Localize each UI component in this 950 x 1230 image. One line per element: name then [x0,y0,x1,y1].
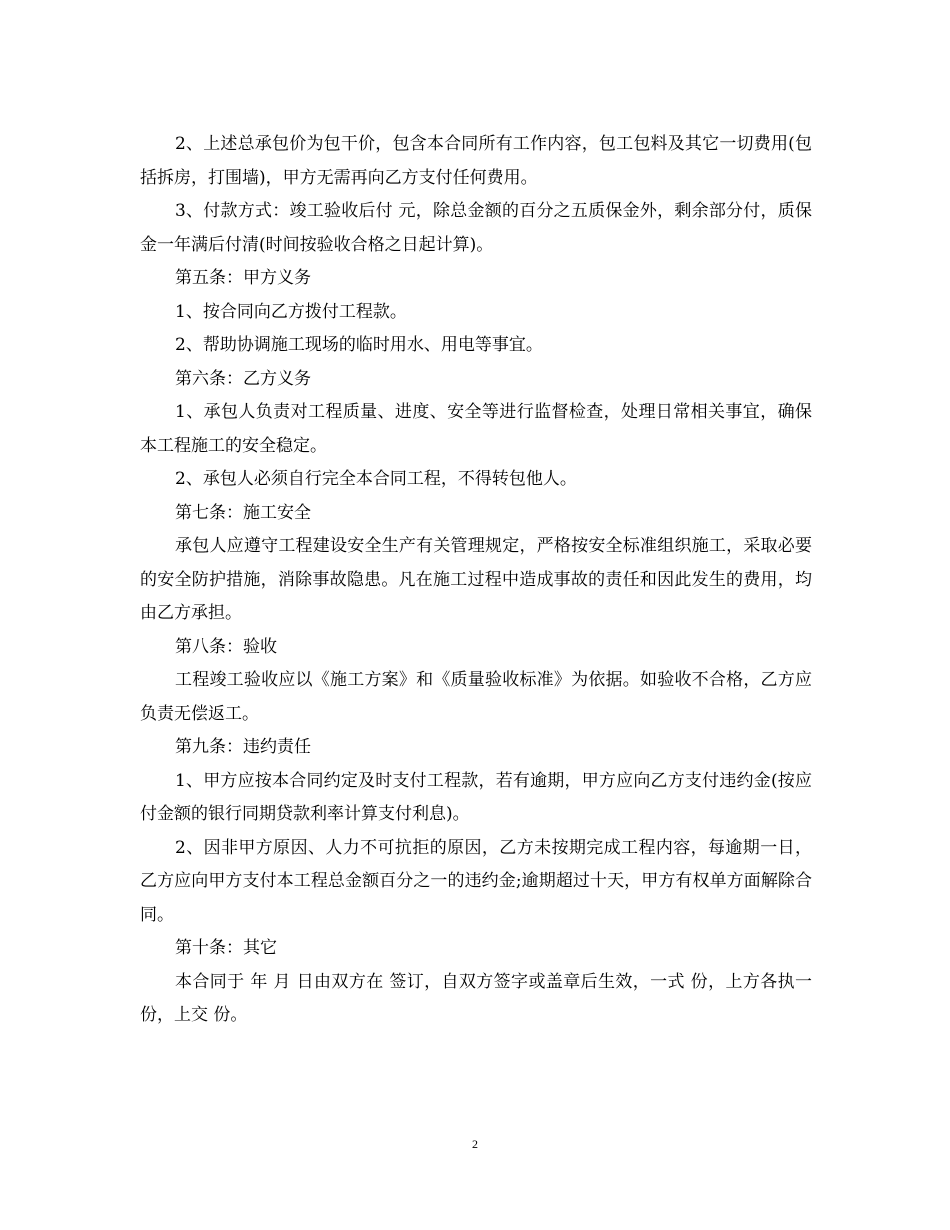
heading-article-6: 第六条：乙方义务 [175,368,311,389]
paragraph-acceptance: 工程竣工验收应以《施工方案》和《质量验收标准》为依据。如验收不合格，乙方应负责无偿返工。 [140,670,812,724]
paragraph-payment-terms: 3、付款方式：竣工验收后付 元，除总金额的百分之五质保金外，剩余部分付，质保金一年满后付清(时间按验收合格之日起计算)。 [140,201,812,255]
paragraph-price-note: 2、上述总承包价为包干价，包含本合同所有工作内容，包工包料及其它一切费用(包括拆房，打围墙)，甲方无需再向乙方支付任何费用。 [140,134,812,188]
paragraph-construction-safety: 承包人应遵守工程建设安全生产有关管理规定，严格按安全标准组织施工，采取必要的安全防护措施，消除事故隐患。凡在施工过程中造成事故的责任和因此发生的费用，均由乙方承担。 [140,536,812,623]
paragraph-party-a-duty-1: 1、按合同向乙方拨付工程款。 [175,301,407,322]
paragraph-breach-2: 2、因非甲方原因、人力不可抗拒的原因，乙方未按期完成工程内容，每逾期一日，乙方应向甲方支付本工程总金额百分之一的违约金;逾期超过十天，甲方有权单方面解除合同。 [140,837,812,925]
page-number: 2 [472,1137,478,1151]
paragraph-party-b-duty-2: 2、承包人必须自行完全本合同工程，不得转包他人。 [175,469,577,489]
paragraph-party-a-duty-2: 2、帮助协调施工现场的临时用水、用电等事宜。 [175,335,543,355]
paragraph-breach-1: 1、甲方应按本合同约定及时支付工程款，若有逾期，甲方应向乙方支付违约金(按应付金额的银行同期贷款利率计算支付利息)。 [140,770,812,824]
heading-article-9: 第九条：违约责任 [175,737,311,757]
paragraph-other-terms: 本合同于 年 月 日由双方在 签订，自双方签字或盖章后生效，一式 份，上方各执一份，上交 份。 [140,971,812,1025]
document-body [140,128,812,1033]
paragraph-party-b-duty-1: 1、承包人负责对工程质量、进度、安全等进行监督检查，处理日常相关事宜，确保本工程施工的安全稳定。 [140,402,812,456]
heading-article-10: 第十条：其它 [175,938,277,958]
heading-article-5: 第五条：甲方义务 [175,268,311,288]
heading-article-8: 第八条：验收 [175,636,277,657]
heading-article-7: 第七条：施工安全 [175,502,311,523]
